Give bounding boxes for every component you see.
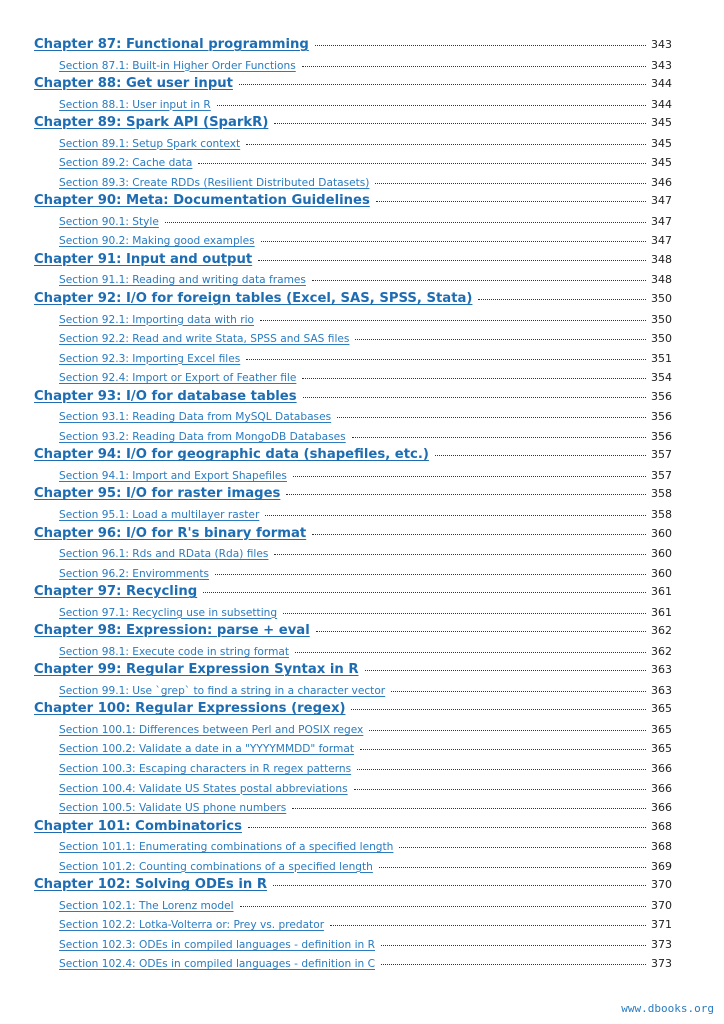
- toc-section-row[interactable]: [0, 801, 724, 819]
- toc-section-row[interactable]: [0, 234, 724, 252]
- toc-section-row[interactable]: [0, 410, 724, 428]
- toc-section-row[interactable]: [0, 899, 724, 917]
- toc-section-row[interactable]: [0, 606, 724, 624]
- page-number-link[interactable]: 366: [651, 801, 672, 815]
- dot-leader: [360, 749, 646, 750]
- page-number-link[interactable]: 348: [651, 273, 672, 287]
- toc-section-row[interactable]: [0, 782, 724, 800]
- page-number-link[interactable]: 363: [651, 663, 672, 677]
- dot-leader: [240, 906, 646, 907]
- page-number-link[interactable]: 345: [651, 136, 672, 150]
- section-link[interactable]: Section 93.2: Reading Data from MongoDB Databases: [59, 430, 346, 443]
- chapter-link[interactable]: Chapter 99: Regular Expression Syntax in R: [34, 662, 359, 678]
- section-link[interactable]: Section 101.2: Counting combinations of a specified length: [59, 860, 373, 873]
- dot-leader: [258, 260, 646, 261]
- dot-leader: [246, 359, 646, 360]
- toc-chapter-row[interactable]: [0, 76, 724, 96]
- page-number-link[interactable]: 366: [651, 761, 672, 775]
- toc-section-row[interactable]: [0, 332, 724, 350]
- page-number-link[interactable]: 356: [651, 410, 672, 424]
- page-number-link[interactable]: 344: [651, 97, 672, 111]
- page-number-link[interactable]: 357: [651, 468, 672, 482]
- dot-leader: [293, 476, 646, 477]
- page-number-link[interactable]: 350: [651, 312, 672, 326]
- section-link[interactable]: Section 97.1: Recycling use in subsetting: [59, 606, 278, 619]
- page-number-link[interactable]: 368: [651, 819, 672, 833]
- page-number-link[interactable]: 361: [651, 605, 672, 619]
- section-link[interactable]: Section 91.1: Reading and writing data frames: [59, 274, 306, 287]
- dot-leader: [312, 280, 646, 281]
- page-number-link[interactable]: 358: [651, 507, 672, 521]
- toc-section-row[interactable]: [0, 469, 724, 487]
- section-link[interactable]: Section 102.3: ODEs in compiled languages - definition in R: [59, 938, 375, 951]
- toc-section-row[interactable]: [0, 313, 724, 331]
- section-link[interactable]: Section 96.1: Rds and RData (Rda) files: [59, 548, 269, 561]
- page-number-link[interactable]: 365: [651, 742, 672, 756]
- page-number-link[interactable]: 351: [651, 351, 672, 365]
- dot-leader: [369, 730, 646, 731]
- page-number-link[interactable]: 346: [651, 175, 672, 189]
- page-number-link[interactable]: 361: [651, 585, 672, 599]
- dot-leader: [246, 144, 646, 145]
- toc-chapter-row[interactable]: [0, 877, 724, 897]
- page-number-link[interactable]: 363: [651, 683, 672, 697]
- dot-leader: [198, 163, 646, 164]
- page-number-link[interactable]: 354: [651, 371, 672, 385]
- dot-leader: [381, 945, 646, 946]
- toc-section-row[interactable]: [0, 352, 724, 370]
- page-number-link[interactable]: 373: [651, 937, 672, 951]
- page-number-link[interactable]: 347: [651, 194, 672, 208]
- dot-leader: [315, 45, 646, 46]
- toc-section-row[interactable]: [0, 137, 724, 155]
- page-number-link[interactable]: 365: [651, 702, 672, 716]
- section-link[interactable]: Section 100.1: Differences between Perl and POSIX regex: [59, 723, 364, 736]
- section-link[interactable]: Section 99.1: Use `grep` to find a string in a character vector: [59, 684, 386, 697]
- dot-leader: [381, 964, 646, 965]
- page-number-link[interactable]: 369: [651, 859, 672, 873]
- toc-chapter-row[interactable]: [0, 193, 724, 213]
- toc-section-row[interactable]: [0, 918, 724, 936]
- page-number-link[interactable]: 357: [651, 448, 672, 462]
- page-number-link[interactable]: 343: [651, 38, 672, 51]
- footer-url-link[interactable]: www.dbooks.org: [621, 1002, 714, 1015]
- chapter-link[interactable]: Chapter 91: Input and output: [34, 251, 253, 267]
- toc-chapter-row[interactable]: [0, 447, 724, 467]
- page-number-link[interactable]: 358: [651, 487, 672, 501]
- page-number-link[interactable]: 348: [651, 252, 672, 266]
- toc-section-row[interactable]: [0, 762, 724, 780]
- section-link[interactable]: Section 90.1: Style: [59, 215, 159, 228]
- dot-leader: [286, 494, 646, 495]
- section-link[interactable]: Section 94.1: Import and Export Shapefiles: [59, 469, 287, 482]
- toc-section-row[interactable]: [0, 645, 724, 663]
- dot-leader: [357, 769, 646, 770]
- dot-leader: [295, 652, 646, 653]
- toc-chapter-row[interactable]: [0, 526, 724, 546]
- toc-section-row[interactable]: [0, 742, 724, 760]
- section-link[interactable]: Section 101.1: Enumerating combinations of a specified length: [59, 841, 394, 854]
- page-number-link[interactable]: 343: [651, 58, 672, 72]
- dot-leader: [376, 201, 646, 202]
- dot-leader: [355, 339, 646, 340]
- dot-leader: [337, 417, 646, 418]
- section-link[interactable]: Section 93.1: Reading Data from MySQL Databases: [59, 411, 332, 424]
- page-number-link[interactable]: 344: [651, 77, 672, 91]
- dot-leader: [303, 397, 646, 398]
- toc-section-row[interactable]: [0, 371, 724, 389]
- section-link[interactable]: Section 90.2: Making good examples: [59, 235, 255, 248]
- chapter-link[interactable]: Chapter 97: Recycling: [34, 584, 198, 600]
- section-link[interactable]: Section 88.1: User input in R: [59, 98, 211, 111]
- toc-section-row[interactable]: [0, 860, 724, 878]
- chapter-link[interactable]: Chapter 93: I/O for database tables: [34, 388, 297, 404]
- toc-section-row[interactable]: [0, 59, 724, 77]
- chapter-link[interactable]: Chapter 100: Regular Expressions (regex): [34, 701, 346, 717]
- dot-leader: [274, 123, 646, 124]
- toc-section-row[interactable]: [0, 567, 724, 585]
- page-number-link[interactable]: 360: [651, 547, 672, 561]
- section-link[interactable]: Section 102.4: ODEs in compiled languages - definition in C: [59, 958, 375, 971]
- page-number-link[interactable]: 360: [651, 566, 672, 580]
- dot-leader: [265, 515, 646, 516]
- dot-leader: [273, 885, 646, 886]
- dot-leader: [165, 222, 646, 223]
- dot-leader: [302, 378, 646, 379]
- section-link[interactable]: Section 102.2: Lotka-Volterra or: Prey vs. predator: [59, 919, 325, 932]
- toc-chapter-row[interactable]: [0, 115, 724, 135]
- dot-leader: [391, 691, 646, 692]
- toc-section-row[interactable]: [0, 723, 724, 741]
- section-link[interactable]: Section 100.2: Validate a date in a "YYYYMMDD" format: [59, 743, 354, 756]
- toc-section-row[interactable]: [0, 98, 724, 116]
- section-link[interactable]: Section 89.3: Create RDDs (Resilient Distributed Datasets): [59, 176, 370, 189]
- section-link[interactable]: Section 89.1: Setup Spark context: [59, 137, 241, 150]
- toc-section-row[interactable]: [0, 938, 724, 956]
- page-number-link[interactable]: 350: [651, 332, 672, 346]
- page-number-link[interactable]: 370: [651, 898, 672, 912]
- toc-chapter-row[interactable]: [0, 252, 724, 272]
- dot-leader: [365, 670, 646, 671]
- dot-leader: [260, 320, 646, 321]
- section-link[interactable]: Section 89.2: Cache data: [59, 157, 193, 170]
- dot-leader: [399, 847, 646, 848]
- toc-chapter-row[interactable]: [0, 291, 724, 311]
- dot-leader: [283, 613, 646, 614]
- section-link[interactable]: Section 100.4: Validate US States postal abbreviations: [59, 782, 348, 795]
- dot-leader: [203, 592, 646, 593]
- toc-section-row[interactable]: [0, 215, 724, 233]
- section-link[interactable]: Section 100.5: Validate US phone numbers: [59, 802, 287, 815]
- dot-leader: [217, 105, 646, 106]
- dot-leader: [435, 455, 646, 456]
- toc-chapter-row[interactable]: [0, 389, 724, 409]
- page-number-link[interactable]: 356: [651, 429, 672, 443]
- dot-leader: [478, 299, 646, 300]
- section-link[interactable]: Section 100.3: Escaping characters in R regex patterns: [59, 762, 352, 775]
- page-number-link[interactable]: 345: [651, 156, 672, 170]
- section-link[interactable]: Section 87.1: Built-in Higher Order Functions: [59, 59, 296, 72]
- toc-chapter-row[interactable]: [0, 623, 724, 643]
- dot-leader: [312, 534, 646, 535]
- page-number-link[interactable]: 350: [651, 292, 672, 306]
- dot-leader: [302, 66, 646, 67]
- toc-section-row[interactable]: [0, 508, 724, 526]
- chapter-link[interactable]: Chapter 87: Functional programming: [34, 37, 309, 52]
- section-link[interactable]: Section 92.2: Read and write Stata, SPSS and SAS files: [59, 333, 350, 346]
- page-number-link[interactable]: 373: [651, 957, 672, 971]
- chapter-link[interactable]: Chapter 90: Meta: Documentation Guidelines: [34, 193, 370, 209]
- page-number-link[interactable]: 371: [651, 918, 672, 932]
- toc-chapter-row[interactable]: [0, 584, 724, 604]
- chapter-link[interactable]: Chapter 92: I/O for foreign tables (Excel, SAS, SPSS, Stata): [34, 291, 473, 307]
- page-number-link[interactable]: 362: [651, 624, 672, 638]
- page-number-link[interactable]: 345: [651, 116, 672, 130]
- page-number-link[interactable]: 366: [651, 781, 672, 795]
- section-link[interactable]: Section 95.1: Load a multilayer raster: [59, 508, 260, 521]
- section-link[interactable]: Section 96.2: Enviromments: [59, 567, 210, 580]
- chapter-link[interactable]: Chapter 101: Combinatorics: [34, 818, 242, 834]
- dot-leader: [248, 827, 646, 828]
- toc-chapter-row[interactable]: [0, 662, 724, 682]
- page-number-link[interactable]: 347: [651, 214, 672, 228]
- toc-section-row[interactable]: [0, 684, 724, 702]
- section-link[interactable]: Section 98.1: Execute code in string format: [59, 645, 290, 658]
- toc-section-row[interactable]: [0, 957, 724, 975]
- section-link[interactable]: Section 92.3: Importing Excel files: [59, 352, 241, 365]
- chapter-link[interactable]: Chapter 98: Expression: parse + eval: [34, 623, 310, 639]
- dot-leader: [316, 631, 646, 632]
- chapter-link[interactable]: Chapter 94: I/O for geographic data (shapefiles, etc.): [34, 447, 429, 463]
- toc-chapter-row[interactable]: [0, 701, 724, 721]
- page-number-link[interactable]: 347: [651, 234, 672, 248]
- page-number-link[interactable]: 362: [651, 644, 672, 658]
- chapter-link[interactable]: Chapter 102: Solving ODEs in R: [34, 877, 268, 893]
- dot-leader: [292, 808, 646, 809]
- toc-chapter-row[interactable]: [0, 819, 724, 839]
- page-number-link[interactable]: 370: [651, 878, 672, 892]
- page-number-link[interactable]: 360: [651, 526, 672, 540]
- section-link[interactable]: Section 102.1: The Lorenz model: [59, 899, 234, 912]
- section-link[interactable]: Section 92.1: Importing data with rio: [59, 313, 255, 326]
- section-link[interactable]: Section 92.4: Import or Export of Feather file: [59, 372, 297, 385]
- dot-leader: [215, 574, 646, 575]
- toc-section-row[interactable]: [0, 840, 724, 858]
- dot-leader: [352, 437, 646, 438]
- dot-leader: [379, 867, 646, 868]
- dot-leader: [239, 84, 646, 85]
- toc-section-row[interactable]: [0, 547, 724, 565]
- toc-section-row[interactable]: [0, 430, 724, 448]
- chapter-link[interactable]: Chapter 89: Spark API (SparkR): [34, 115, 269, 131]
- dot-leader: [354, 789, 646, 790]
- toc-chapter-row[interactable]: [0, 486, 724, 506]
- dot-leader: [330, 925, 646, 926]
- dot-leader: [274, 554, 646, 555]
- dot-leader: [261, 241, 646, 242]
- page-number-link[interactable]: 368: [651, 840, 672, 854]
- dot-leader: [351, 709, 646, 710]
- dot-leader: [375, 183, 646, 184]
- toc-section-row[interactable]: [0, 273, 724, 291]
- page-number-link[interactable]: 356: [651, 389, 672, 403]
- toc-chapter-row[interactable]: [0, 37, 724, 57]
- toc-section-row[interactable]: [0, 176, 724, 194]
- chapter-link[interactable]: Chapter 88: Get user input: [34, 76, 233, 92]
- page-number-link[interactable]: 365: [651, 722, 672, 736]
- chapter-link[interactable]: Chapter 95: I/O for raster images: [34, 486, 281, 502]
- chapter-link[interactable]: Chapter 96: I/O for R's binary format: [34, 525, 307, 541]
- toc-section-row[interactable]: [0, 156, 724, 174]
